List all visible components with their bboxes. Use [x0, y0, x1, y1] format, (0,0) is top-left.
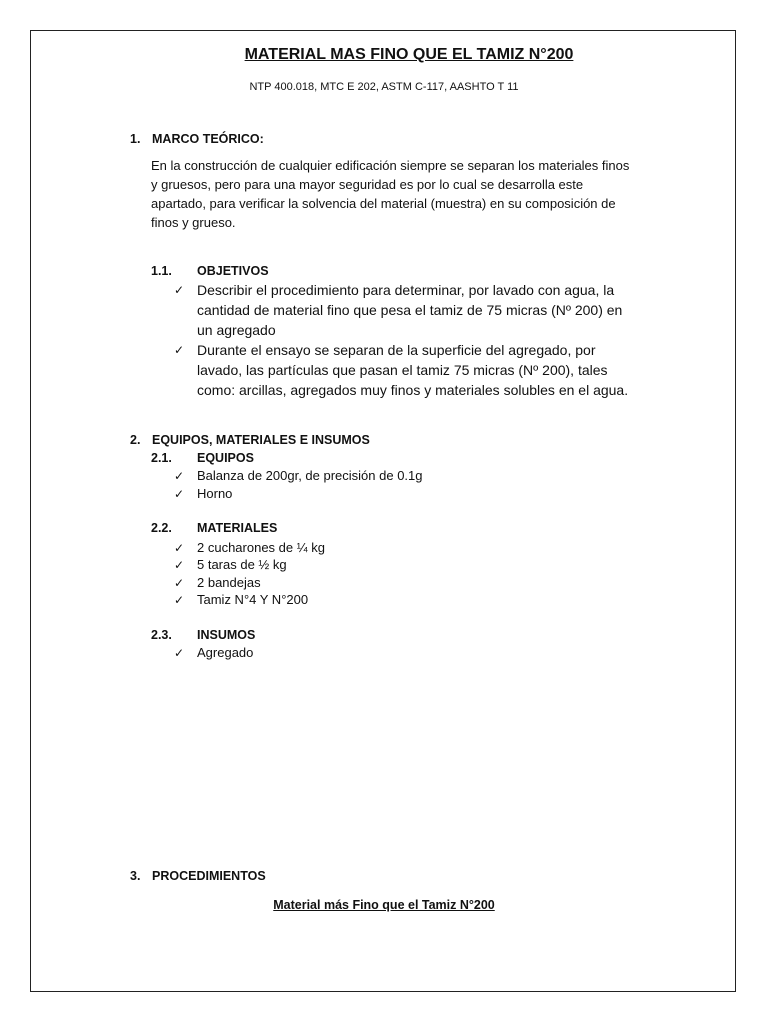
supply-item: Agregado — [197, 645, 254, 660]
check-icon: ✓ — [174, 646, 185, 660]
material-item: 2 cucharones de ¼ kg — [197, 540, 325, 555]
material-item: 2 bandejas — [197, 575, 261, 590]
procedure-subtitle-row — [0, 898, 768, 912]
section-2-number: 2. — [130, 433, 141, 447]
objective-line: lavado, las partículas que pasan el tamiz 75 micras (Nº 200), tales — [197, 362, 608, 378]
equipment-item: Horno — [197, 486, 233, 501]
check-icon: ✓ — [174, 283, 185, 297]
objective-line: Durante el ensayo se separan de la superficie del agregado, por — [197, 342, 596, 358]
document-title: MATERIAL MAS FINO QUE EL TAMIZ N°200 — [244, 46, 574, 63]
check-icon: ✓ — [174, 593, 185, 607]
check-icon: ✓ — [174, 343, 185, 357]
paragraph-line: y gruesos, pero para una mayor seguridad es por lo cual se desarrolla este — [151, 177, 584, 192]
check-icon: ✓ — [174, 487, 185, 501]
paragraph-line: En la construcción de cualquier edificación siempre se separan los materiales finos — [151, 158, 630, 173]
section-3-heading: PROCEDIMIENTOS — [152, 869, 266, 883]
paragraph-line: apartado, para verificar la solvencia del material (muestra) en su composición de — [151, 196, 616, 211]
section-2-heading: EQUIPOS, MATERIALES E INSUMOS — [152, 433, 370, 447]
equipment-item: Balanza de 200gr, de precisión de 0.1g — [197, 468, 423, 483]
paragraph-line: finos y grueso. — [151, 215, 236, 230]
procedure-subtitle: Material más Fino que el Tamiz N°200 — [273, 898, 495, 912]
standards-reference: NTP 400.018, MTC E 202, ASTM C-117, AASHTO T 11 — [249, 81, 519, 93]
objective-line: como: arcillas, agregados muy finos y materiales solubles en el agua. — [197, 382, 629, 398]
material-item: 5 taras de ½ kg — [197, 557, 287, 572]
subsection-2-2-heading: MATERIALES — [197, 521, 278, 535]
material-item: Tamiz N°4 Y N°200 — [197, 592, 309, 607]
subsection-1-1-number: 1.1. — [151, 264, 172, 278]
section-1-heading: MARCO TEÓRICO: — [152, 132, 264, 146]
section-3-number: 3. — [130, 869, 141, 883]
objective-line: un agregado — [197, 322, 276, 338]
subsection-2-1-number: 2.1. — [151, 451, 172, 465]
check-icon: ✓ — [174, 576, 185, 590]
check-icon: ✓ — [174, 541, 185, 555]
subsection-2-3-number: 2.3. — [151, 628, 172, 642]
section-1-number: 1. — [130, 132, 141, 146]
objective-line: cantidad de material fino que pesa el tamiz de 75 micras (Nº 200) en — [197, 302, 623, 318]
subsection-2-2-number: 2.2. — [151, 521, 172, 535]
subsection-2-3-heading: INSUMOS — [197, 628, 256, 642]
check-icon: ✓ — [174, 469, 185, 483]
subsection-2-1-heading: EQUIPOS — [197, 451, 254, 465]
check-icon: ✓ — [174, 558, 185, 572]
objective-line: Describir el procedimiento para determinar, por lavado con agua, la — [197, 282, 615, 298]
subsection-1-1-heading: OBJETIVOS — [197, 264, 269, 278]
